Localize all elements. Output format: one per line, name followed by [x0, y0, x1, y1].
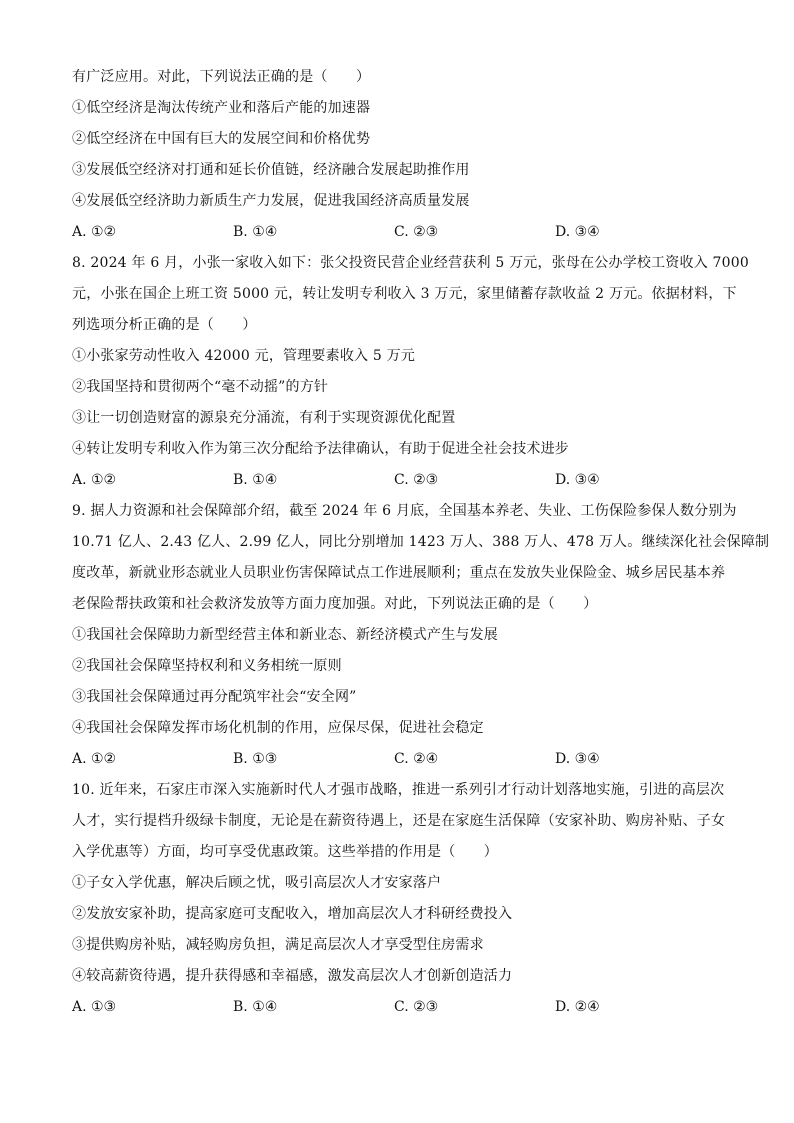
answer-options: [72, 465, 722, 496]
question-stem-line: 元，小张在国企上班工资 5000 元，转让发明专利收入 3 万元，家里储蓄存款收益 2 万元。依据材料，下: [72, 286, 737, 302]
answer-options: [72, 992, 722, 1023]
answer-options: [72, 744, 722, 775]
option-b: B. ①③: [233, 751, 278, 767]
question-7: [72, 62, 722, 248]
statement-1: ①子女入学优惠，解决后顾之忧，吸引高层次人才安家落户: [72, 875, 442, 891]
statement-1: ①低空经济是淘汰传统产业和落后产能的加速器: [72, 100, 371, 116]
question-stem-line: 10.71 亿人、2.43 亿人、2.99 亿人，同比分别增加 1423 万人、388 万人、478 万人。继续深化社会保障制: [72, 534, 770, 550]
option-d: D. ③④: [555, 224, 600, 240]
statement-4: ④转让发明专利收入作为第三次分配给予法律确认，有助于促进全社会技术进步: [72, 441, 569, 457]
question-stem-line: 10. 近年来，石家庄市深入实施新时代人才强市战略，推进一系列引才行动计划落地实施，引进的高层次: [72, 782, 725, 798]
option-a: A. ①②: [72, 224, 117, 240]
question-stem-line: 入学优惠等）方面，均可享受优惠政策。这些举措的作用是（ ）: [72, 844, 498, 860]
statement-2: ②低空经济在中国有巨大的发展空间和价格优势: [72, 131, 371, 147]
option-a: A. ①②: [72, 472, 117, 488]
question-stem-line: 8. 2024 年 6 月，小张一家收入如下：张父投资民营企业经营获利 5 万元，张母在公办学校工资收入 7000: [72, 255, 749, 271]
statement-4: ④发展低空经济助力新质生产力发展，促进我国经济高质量发展: [72, 193, 470, 209]
statement-3: ③提供购房补贴，减轻购房负担，满足高层次人才享受型住房需求: [72, 937, 484, 953]
question-stem-line: 度改革，新就业形态就业人员职业伤害保障试点工作进展顺利；重点在发放失业保险金、城乡居民基本养: [72, 565, 726, 581]
question-8: [72, 248, 749, 496]
question-stem-line: 有广泛应用。对此，下列说法正确的是（ ）: [72, 69, 371, 85]
statement-4: ④我国社会保障发挥市场化机制的作用，应保尽保，促进社会稳定: [72, 720, 484, 736]
question-stem-line: 人才，实行提档升级绿卡制度，无论是在薪资待遇上，还是在家庭生活保障（安家补助、购房补贴、子女: [72, 813, 726, 829]
option-b: B. ①④: [233, 224, 278, 240]
question-9: [72, 496, 770, 775]
statement-2: ②我国社会保障坚持权利和义务相统一原则: [72, 658, 342, 674]
option-c: C. ②③: [394, 224, 439, 240]
option-d: D. ③④: [555, 751, 600, 767]
option-b: B. ①④: [233, 472, 278, 488]
question-stem-line: 9. 据人力资源和社会保障部介绍，截至 2024 年 6 月底，全国基本养老、失业、工伤保险参保人数分别为: [72, 503, 737, 519]
question-stem-line: 老保险帮扶政策和社会救济发放等方面力度加强。对此，下列说法正确的是（ ）: [72, 596, 598, 612]
statement-1: ①小张家劳动性收入 42000 元，管理要素收入 5 万元: [72, 348, 416, 364]
option-a: A. ①③: [72, 999, 117, 1015]
exam-page: [72, 62, 770, 1023]
statement-2: ②我国坚持和贯彻两个“毫不动摇”的方针: [72, 379, 329, 395]
statement-2: ②发放安家补助，提高家庭可支配收入，增加高层次人才科研经费投入: [72, 906, 513, 922]
option-a: A. ①②: [72, 751, 117, 767]
option-c: C. ②③: [394, 999, 439, 1015]
statement-3: ③我国社会保障通过再分配筑牢社会“安全网”: [72, 689, 357, 705]
option-c: C. ②④: [394, 751, 439, 767]
answer-options: [72, 217, 722, 248]
option-c: C. ②③: [394, 472, 439, 488]
statement-4: ④较高薪资待遇，提升获得感和幸福感，激发高层次人才创新创造活力: [72, 968, 513, 984]
statement-3: ③发展低空经济对打通和延长价值链，经济融合发展起助推作用: [72, 162, 470, 178]
statement-1: ①我国社会保障助力新型经营主体和新业态、新经济模式产生与发展: [72, 627, 498, 643]
option-b: B. ①④: [233, 999, 278, 1015]
question-stem-line: 列选项分析正确的是（ ）: [72, 317, 257, 333]
option-d: D. ③④: [555, 472, 600, 488]
question-10: [72, 775, 726, 1023]
option-d: D. ②④: [555, 999, 600, 1015]
statement-3: ③让一切创造财富的源泉充分涌流，有利于实现资源优化配置: [72, 410, 456, 426]
